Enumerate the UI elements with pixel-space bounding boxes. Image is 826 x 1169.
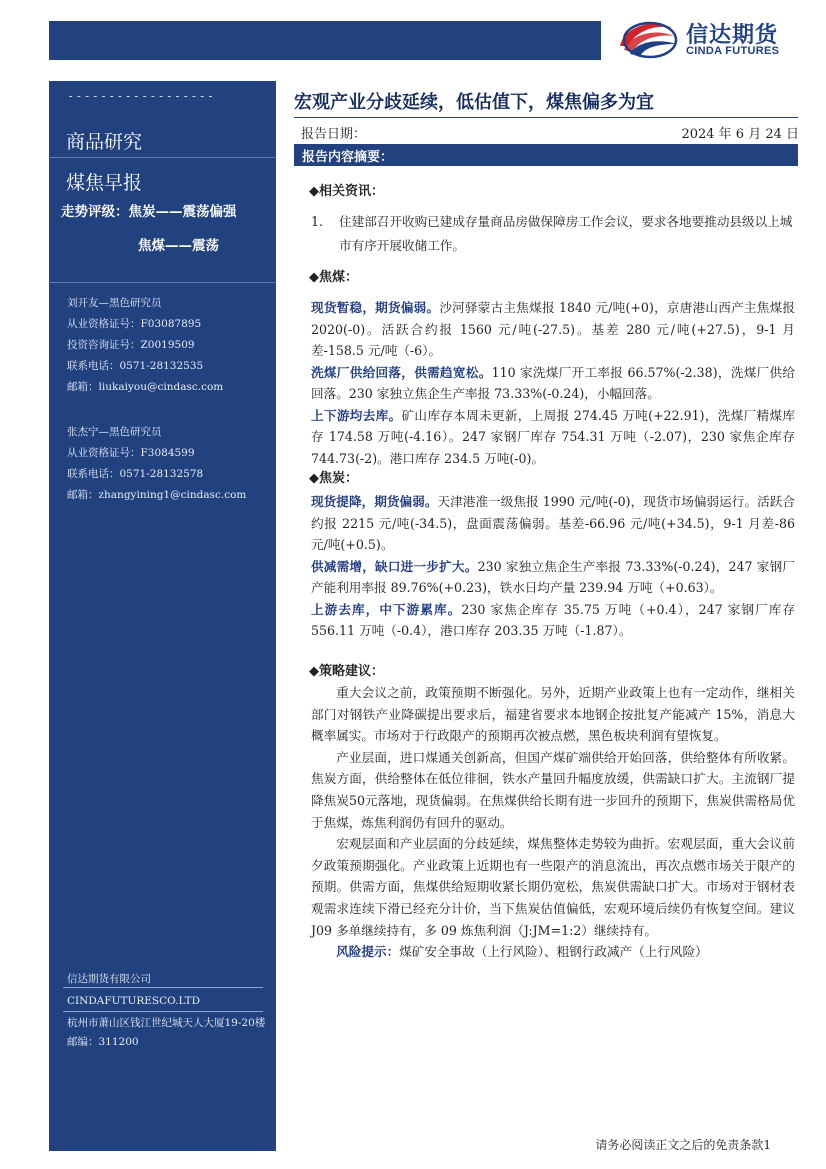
coking-coal-heading: ◆焦煤： [309, 270, 358, 285]
sidebar-dashes: ------------------ [67, 89, 216, 103]
logo-chinese-name: 信达期货 [686, 23, 779, 48]
summary-bar [294, 144, 798, 166]
analyst-card [67, 422, 246, 506]
company-divider [63, 987, 263, 988]
sidebar-divider [49, 282, 276, 283]
footer-disclaimer: 请务必阅读正文之后的免责条款1 [595, 1138, 771, 1152]
strategy-paragraph: 重大会议之前，政策预期不断强化。另外，近期产业政策上也有一定动作，继相关部门对钢铁产业降碳提出要求后，福建省要求本地钢企按批复产能减产 15%，消息大概率属实。市场对于行政限产的预期再次被点燃，黑色板块利润有望恢复。 [311, 685, 795, 744]
coke-supply: 供减需增，缺口进一步扩大。230 家独立焦企生产率报 73.33%(-0.24)，247 家钢厂产能利用率报 89.76%(+0.23)，铁水日均产量 239.94 万吨（+0.63）。 [311, 558, 795, 595]
analyst-license: 从业资格证号：F3084599 [67, 447, 195, 459]
trend-rating [61, 200, 237, 220]
analyst-email: 邮箱：zhangyining1@cindasc.com [67, 489, 247, 501]
coke-spot: 现货提降，期货偏弱。天津港准一级焦报 1990 元/吨(-0)，现货市场偏弱运行。活跃合约报 2215 元/吨(-34.5)，盘面震荡偏弱。基差-66.96 元/吨(+34.5)，9-1 月差-86 元/吨(+0.5)。 [311, 494, 795, 552]
company-logo [614, 16, 800, 60]
coking-coal-spot: 现货暂稳，期货偏弱。沙河驿蒙古主焦煤报 1840 元/吨(+0)，京唐港山西产主焦煤报 2020(-0)。活跃合约报 1560 元/吨(-27.5)。基差 280 元/吨(+27.5)，9-1 月差-158.5 元/吨（-6）。 [311, 300, 795, 358]
analyst-card [67, 293, 223, 398]
risk-text: 煤矿安全事故（上行风险）、粗钢行政减产（上行风险） [399, 944, 708, 960]
news-number: 1. [311, 214, 324, 229]
title-underline [294, 117, 798, 118]
coking-coal-supply: 洗煤厂供给回落，供需趋宽松。110 家洗煤厂开工率报 66.57%(-2.38)，洗煤厂供给回落。230 家独立焦企生产率报 73.33%(-0.24)，小幅回落。 [311, 364, 796, 401]
analyst-phone: 联系电话：0571-28132535 [67, 360, 204, 372]
sidebar-report-type: 煤焦早报 [66, 172, 143, 194]
news-heading: ◆相关资讯： [309, 184, 384, 199]
sidebar [49, 81, 276, 1151]
analyst-name: 张杰宁—黑色研究员 [67, 426, 162, 438]
company-zip: 邮编：311200 [67, 1036, 139, 1048]
company-divider [63, 1011, 263, 1012]
logo-english-name: CINDA FUTURES [686, 45, 780, 57]
analyst-license: 从业资格证号：F03087895 [67, 318, 202, 330]
coking-coal-inventory: 上下游均去库。矿山库存本周未更新，上周报 274.45 万吨(+22.91)，洗煤厂精煤库存 174.58 万吨(-4.16）。247 家钢厂库存 754.31 万吨（-2.07)，230 家焦企库存 744.73(-2)。港口库存 234.5 万吨(-0)。 [311, 407, 795, 466]
analyst-advisor-id: 投资咨询证号：Z0019509 [67, 339, 195, 351]
risk-label: 风险提示： [336, 944, 400, 960]
news-text: 住建部召开收购已建成存量商品房做保障房工作会议，要求各地要推动县级以上城市有序开展收储工作。 [339, 214, 793, 253]
news-item [311, 210, 795, 258]
trend-label: 走势评级： [61, 204, 129, 220]
company-address: 杭州市萧山区钱江世纪城天人大厦19-20楼 [67, 1017, 266, 1029]
analyst-name: 刘开友—黑色研究员 [67, 297, 162, 309]
trend-coal: 焦煤——震荡 [138, 238, 219, 254]
logo-mark-icon [614, 16, 678, 60]
strategy-paragraph: 产业层面，进口煤通关创新高，但国产煤矿端供给开始回落，供给整体有所收紧。焦炭方面，供给整体在低位徘徊，铁水产量回升幅度放缓，供需缺口扩大。主流钢厂提降焦炭50元落地，现货偏弱。在焦煤供给长期有进一步回升的预期下，焦炭供需格局优于焦煤，炼焦利润仍有回升的驱动。 [311, 749, 795, 830]
sidebar-category: 商品研究 [66, 131, 143, 153]
header-bar [49, 21, 601, 60]
analyst-phone: 联系电话：0571-28132578 [67, 468, 204, 480]
analyst-email: 邮箱：liukaiyou@cindasc.com [67, 381, 224, 393]
strategy-paragraph: 宏观层面和产业层面的分歧延续，煤焦整体走势较为曲折。宏观层面，重大会议前夕政策预期强化。产业政策上近期也有一些限产的消息流出，再次点燃市场关于限产的预期。供需方面，焦煤供给短期收紧长期仍宽松，焦炭供需缺口扩大。市场对于钢材表观需求连续下滑已经充分计价，当下焦炭估值偏低，宏观环境后续仍有恢复空间。建议 J09 多单继续持有，多 09 炼焦利润（J:JM=1:2）继续持有。 [311, 836, 795, 938]
strategy-section [311, 682, 795, 963]
report-date-label: 报告日期： [301, 127, 367, 142]
coke-heading: ◆焦炭： [309, 471, 358, 486]
company-site: CINDAFUTURESCO.LTD [67, 995, 201, 1007]
risk-note [311, 941, 795, 963]
strategy-heading: ◆策略建议： [309, 664, 384, 679]
coking-coal-section [311, 297, 795, 469]
report-title: 宏观产业分歧延续，低估值下，煤焦偏多为宜 [294, 92, 654, 113]
trend-coke: 焦炭——震荡偏强 [128, 204, 237, 220]
summary-label: 报告内容摘要： [302, 150, 394, 165]
company-name: 信达期货有限公司 [67, 973, 151, 985]
report-date-value: 2024 年 6 月 24 日 [681, 127, 799, 142]
sidebar-divider [49, 157, 276, 158]
coke-inventory: 上游去库，中下游累库。230 家焦企库存 35.75 万吨（+0.4），247 家钢厂库存 556.11 万吨（-0.4），港口库存 203.35 万吨（-1.87）。 [311, 601, 796, 638]
coke-section [311, 491, 795, 642]
